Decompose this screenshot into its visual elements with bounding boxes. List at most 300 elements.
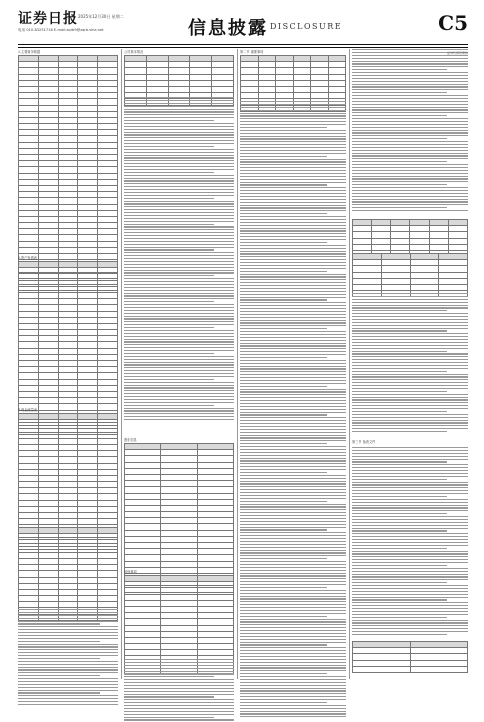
text-line — [124, 172, 214, 173]
text-line — [240, 386, 327, 387]
text-line — [352, 204, 468, 205]
text-line — [352, 553, 468, 554]
text-line — [240, 558, 327, 559]
section-heading: 第三节 备查文件 — [352, 440, 376, 444]
text-line — [240, 696, 346, 697]
text-line — [124, 267, 234, 268]
text-line — [352, 130, 468, 131]
text-line — [18, 695, 118, 696]
text-line — [352, 385, 468, 386]
text-line — [124, 189, 234, 190]
text-line — [240, 363, 346, 364]
text-line — [352, 307, 468, 308]
text-line — [18, 609, 118, 610]
body-text — [124, 97, 234, 422]
text-line — [18, 652, 118, 653]
text-line — [240, 256, 346, 257]
text-line — [124, 399, 234, 400]
body-text — [352, 293, 468, 434]
text-line — [352, 353, 468, 354]
text-line — [240, 469, 346, 470]
text-line — [352, 178, 468, 179]
text-line — [240, 357, 327, 358]
text-line — [352, 316, 468, 317]
text-line — [352, 339, 468, 340]
text-line — [352, 388, 468, 389]
text-line — [124, 396, 234, 397]
text-line — [240, 144, 346, 145]
text-line — [240, 403, 346, 404]
text-line — [352, 345, 468, 346]
text-line — [240, 544, 346, 545]
masthead — [18, 8, 468, 44]
text-line — [124, 235, 234, 236]
text-line — [124, 281, 234, 282]
text-line — [124, 287, 234, 288]
text-line — [18, 704, 118, 705]
text-line — [240, 276, 346, 277]
text-line — [352, 81, 468, 82]
text-line — [124, 163, 234, 164]
text-line — [352, 576, 468, 577]
text-line — [352, 493, 468, 494]
text-line — [352, 382, 468, 383]
text-line — [352, 351, 447, 352]
text-line — [352, 536, 468, 537]
text-line — [352, 450, 468, 451]
text-line — [352, 571, 468, 572]
text-line — [352, 599, 447, 600]
text-line — [240, 343, 346, 344]
text-line — [240, 440, 346, 441]
text-line — [124, 702, 234, 703]
text-line — [240, 331, 346, 332]
text-line — [352, 533, 468, 534]
text-line — [352, 121, 468, 122]
text-line — [240, 458, 346, 459]
text-line — [352, 325, 468, 326]
text-line — [352, 548, 447, 549]
text-line — [240, 573, 346, 574]
text-line — [352, 155, 468, 156]
text-line — [352, 124, 468, 125]
text-line — [124, 229, 234, 230]
text-line — [240, 604, 346, 605]
text-line — [240, 107, 346, 108]
text-line — [124, 149, 234, 150]
text-line — [124, 178, 234, 179]
text-line — [18, 690, 118, 691]
text-line — [240, 702, 327, 703]
text-line — [240, 308, 346, 309]
text-line — [124, 221, 234, 222]
text-line — [240, 236, 346, 237]
text-line — [240, 400, 346, 401]
text-line — [124, 155, 234, 156]
text-line — [240, 262, 346, 263]
text-line — [240, 656, 346, 657]
text-line — [124, 293, 234, 294]
text-line — [124, 665, 234, 666]
text-line — [18, 655, 118, 656]
text-line — [352, 417, 468, 418]
text-line — [124, 694, 234, 695]
text-line — [18, 698, 118, 699]
text-line — [18, 687, 118, 688]
text-line — [124, 691, 234, 692]
notes-text — [18, 609, 118, 707]
text-line — [352, 173, 468, 174]
issue-date: 2025年12月30日 星期二 — [78, 14, 124, 19]
text-line — [240, 397, 346, 398]
text-line — [240, 164, 346, 165]
table-caption: 1.主要财务数据 — [18, 50, 41, 54]
text-line — [124, 676, 214, 677]
text-line — [240, 251, 346, 252]
text-line — [124, 364, 234, 365]
text-line — [240, 202, 346, 203]
text-line — [124, 382, 234, 383]
text-line — [352, 98, 468, 99]
text-line — [124, 659, 234, 660]
text-line — [240, 136, 346, 137]
masthead-rule-thin — [18, 47, 468, 48]
text-line — [240, 383, 346, 384]
text-line — [240, 713, 346, 714]
text-line — [124, 711, 234, 712]
text-line — [18, 661, 118, 662]
text-line — [124, 226, 234, 227]
text-line — [124, 416, 234, 417]
text-line — [352, 470, 468, 471]
text-line — [352, 591, 468, 592]
text-line — [124, 313, 234, 314]
table-cell — [410, 666, 468, 672]
text-line — [352, 453, 468, 454]
text-line — [240, 708, 346, 709]
text-line — [352, 376, 468, 377]
text-line — [18, 632, 118, 633]
text-line — [352, 167, 468, 168]
text-line — [240, 653, 346, 654]
table-cell — [353, 666, 411, 672]
text-line — [124, 284, 234, 285]
text-line — [18, 667, 118, 668]
text-line — [18, 701, 118, 702]
text-line — [124, 330, 234, 331]
text-line — [352, 399, 468, 400]
text-line — [124, 203, 234, 204]
text-line — [240, 607, 346, 608]
text-line — [352, 379, 468, 380]
text-line — [352, 138, 447, 139]
text-line — [124, 295, 234, 296]
text-line — [124, 393, 234, 394]
text-line — [240, 584, 346, 585]
text-line — [352, 144, 468, 145]
text-line — [240, 265, 346, 266]
text-line — [18, 649, 118, 650]
text-line — [18, 623, 100, 624]
text-line — [352, 107, 468, 108]
text-line — [352, 479, 447, 480]
text-line — [240, 498, 346, 499]
text-line — [240, 596, 346, 597]
text-line — [240, 141, 346, 142]
text-line — [18, 629, 118, 630]
contact-line: 电话 010-83251716 E-mail:zqrb9@zqrb.sina.net — [18, 28, 104, 32]
text-line — [352, 507, 468, 508]
text-line — [124, 111, 234, 112]
text-line — [124, 353, 214, 354]
text-line — [352, 585, 468, 586]
text-line — [124, 224, 214, 225]
text-line — [124, 341, 234, 342]
text-line — [240, 463, 346, 464]
text-line — [352, 510, 468, 511]
text-line — [352, 78, 468, 79]
text-line — [352, 631, 468, 632]
text-line — [240, 159, 346, 160]
text-line — [352, 313, 468, 314]
text-line — [352, 84, 468, 85]
text-line — [240, 248, 346, 249]
text-line — [124, 290, 234, 291]
text-line — [240, 110, 346, 111]
text-line — [352, 562, 468, 563]
text-line — [124, 419, 234, 420]
text-line — [240, 673, 327, 674]
text-line — [240, 616, 327, 617]
text-line — [124, 126, 234, 127]
disclosure-table — [352, 219, 468, 257]
text-line — [352, 336, 468, 337]
text-line — [240, 682, 346, 683]
text-line — [124, 347, 234, 348]
text-line — [18, 658, 100, 659]
text-line — [352, 365, 468, 366]
text-line — [240, 535, 346, 536]
text-line — [240, 104, 346, 105]
text-line — [124, 373, 234, 374]
text-line — [240, 449, 346, 450]
text-line — [352, 394, 468, 395]
text-line — [352, 422, 468, 423]
text-line — [124, 137, 234, 138]
text-line — [240, 288, 346, 289]
text-line — [352, 499, 468, 500]
text-line — [352, 63, 468, 64]
text-line — [240, 644, 327, 645]
newspaper-logo: 证券日报 — [18, 11, 78, 27]
text-line — [124, 270, 234, 271]
text-line — [240, 446, 346, 447]
shareholder-table — [124, 443, 234, 593]
text-line — [124, 307, 234, 308]
text-line — [240, 578, 346, 579]
text-line — [124, 321, 234, 322]
text-line — [352, 528, 468, 529]
text-line — [124, 103, 234, 104]
text-line — [18, 641, 100, 642]
text-line — [240, 233, 346, 234]
text-line — [352, 342, 468, 343]
text-line — [240, 524, 346, 525]
text-line — [240, 380, 346, 381]
text-line — [124, 327, 214, 328]
text-line — [352, 608, 468, 609]
column-divider — [121, 49, 122, 679]
text-line — [352, 597, 468, 598]
text-line — [352, 115, 447, 116]
text-line — [124, 129, 234, 130]
text-line — [352, 141, 468, 142]
text-line — [240, 156, 327, 157]
text-line — [240, 659, 346, 660]
text-line — [352, 118, 468, 119]
text-line — [240, 627, 346, 628]
text-line — [124, 232, 234, 233]
text-line — [352, 614, 468, 615]
text-line — [352, 594, 468, 595]
text-line — [18, 669, 118, 670]
text-line — [240, 711, 346, 712]
text-line — [352, 565, 447, 566]
text-line — [352, 551, 468, 552]
text-line — [240, 345, 346, 346]
text-line — [240, 495, 346, 496]
text-line — [240, 550, 346, 551]
text-line — [352, 447, 468, 448]
text-line — [124, 272, 234, 273]
text-line — [240, 693, 346, 694]
text-line — [240, 639, 346, 640]
supplementary-table — [18, 527, 118, 621]
text-line — [18, 646, 118, 647]
text-line — [240, 216, 346, 217]
text-line — [124, 696, 214, 697]
text-line — [240, 690, 346, 691]
text-line — [240, 561, 346, 562]
text-line — [352, 405, 468, 406]
text-line — [240, 253, 346, 254]
text-line — [240, 567, 346, 568]
text-line — [352, 374, 468, 375]
text-line — [240, 121, 346, 122]
text-line — [124, 356, 234, 357]
text-line — [240, 176, 346, 177]
text-line — [124, 183, 234, 184]
text-line — [240, 716, 346, 717]
table-caption: 其他事项 — [124, 570, 137, 574]
text-line — [240, 527, 346, 528]
text-line — [124, 264, 234, 265]
text-line — [352, 459, 468, 460]
text-line — [240, 374, 346, 375]
text-line — [240, 665, 346, 666]
text-line — [352, 66, 468, 67]
text-line — [352, 611, 468, 612]
text-line — [124, 120, 214, 121]
text-line — [124, 157, 234, 158]
text-line — [352, 582, 447, 583]
text-line — [240, 282, 346, 283]
text-line — [240, 205, 346, 206]
text-line — [240, 279, 346, 280]
text-line — [124, 195, 234, 196]
text-line — [352, 170, 468, 171]
text-line — [124, 180, 234, 181]
text-line — [124, 410, 234, 411]
text-line — [352, 153, 468, 154]
text-line — [352, 545, 468, 546]
text-line — [240, 167, 346, 168]
text-line — [240, 245, 346, 246]
text-line — [352, 368, 468, 369]
text-line — [124, 238, 234, 239]
text-line — [240, 437, 346, 438]
text-line — [240, 552, 346, 553]
text-line — [240, 650, 346, 651]
text-line — [240, 360, 346, 361]
text-line — [124, 719, 234, 720]
text-line — [124, 367, 234, 368]
text-line — [352, 319, 468, 320]
text-line — [352, 371, 447, 372]
text-line — [124, 685, 234, 686]
text-line — [352, 487, 468, 488]
text-line — [240, 173, 346, 174]
masthead-rule — [18, 44, 468, 45]
text-line — [240, 564, 346, 565]
text-line — [18, 692, 100, 693]
text-line — [240, 688, 346, 689]
text-line — [240, 127, 327, 128]
text-line — [240, 348, 346, 349]
text-line — [240, 619, 346, 620]
text-line — [352, 95, 468, 96]
text-line — [352, 101, 468, 102]
text-line — [18, 684, 118, 685]
text-line — [352, 605, 468, 606]
text-line — [240, 228, 346, 229]
text-line — [240, 113, 346, 114]
signature-table — [352, 641, 468, 673]
text-line — [352, 568, 468, 569]
text-line — [240, 515, 346, 516]
text-line — [352, 473, 468, 474]
table-row — [353, 666, 468, 672]
text-line — [124, 324, 234, 325]
text-line — [124, 376, 234, 377]
text-line — [124, 186, 234, 187]
text-line — [352, 187, 468, 188]
text-line — [240, 581, 346, 582]
text-line — [18, 612, 118, 613]
text-line — [124, 390, 234, 391]
text-line — [240, 504, 346, 505]
text-line — [352, 625, 468, 626]
text-line — [240, 460, 346, 461]
text-line — [352, 490, 468, 491]
text-line — [352, 556, 468, 557]
text-line — [240, 529, 327, 530]
table-caption: 2.资产负债表 — [18, 256, 37, 260]
text-line — [124, 201, 234, 202]
text-line — [124, 717, 214, 718]
text-line — [124, 705, 234, 706]
text-line — [240, 325, 346, 326]
